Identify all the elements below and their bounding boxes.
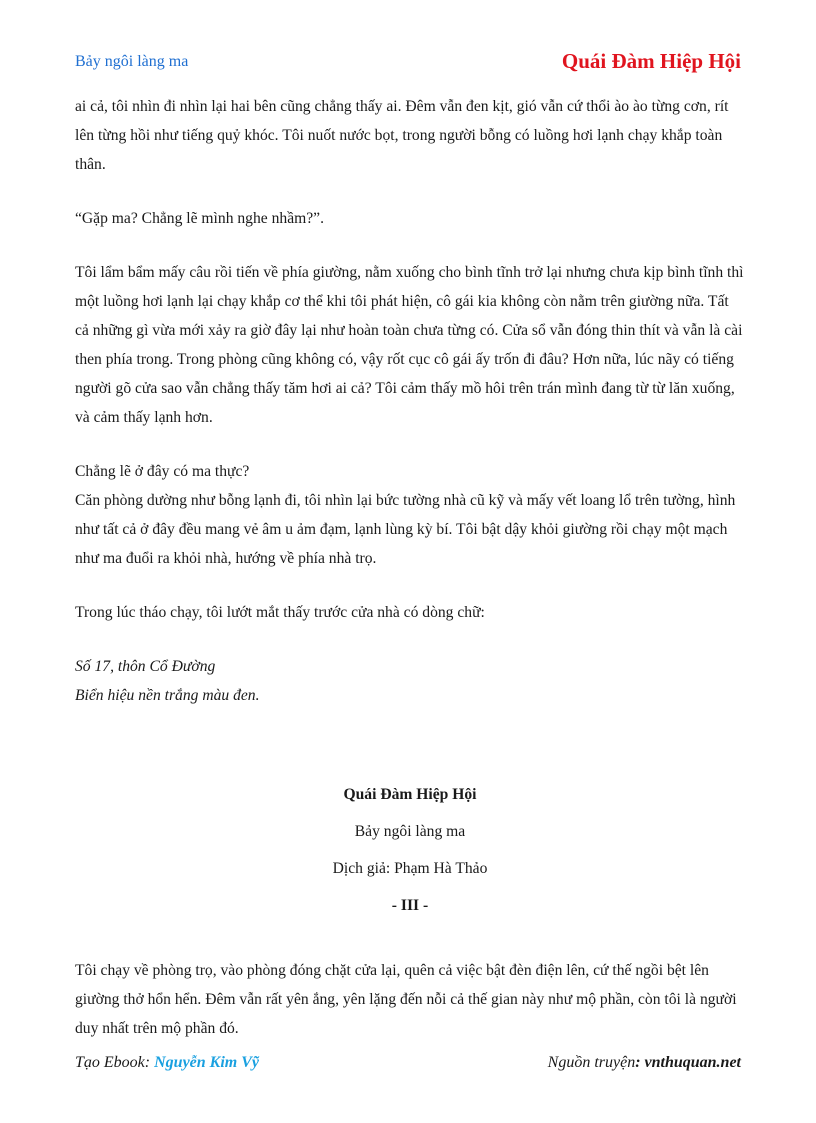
footer-source-credit — [548, 1054, 741, 1072]
sign-line: Số 17, thôn Cổ Đường — [75, 658, 216, 675]
chapter-book-title: Bảy ngôi làng ma — [354, 823, 466, 840]
spacer — [75, 928, 745, 956]
sign-line: Biển hiệu nền trắng màu đen. — [75, 687, 260, 704]
paragraph: Tôi lẩm bẩm mấy câu rồi tiến về phía giường, nằm xuống cho bình tĩnh trở lại nhưng chưa kịp bình tĩnh thì một luồng hơi lạnh lại chạy khắp cơ thể khi tôi phát hiện, cô gái kia không còn nằm trên giường nữa. Tất cả những gì vừa mới xảy ra giờ đây lại như hoàn toàn chưa từng có. Cửa sổ vẫn đóng thin thít và vẫn là cài then phía trong. Trong phòng cũng không có, vậy rốt cục cô gái ấy trốn đi đâu? Hơn nữa, lúc nãy có tiếng người gõ cửa sao vẫn chẳng thấy tăm hơi ai cả? Tôi cảm thấy mồ hôi trên trán mình đang từ từ lăn xuống, và cảm thấy lạnh hơn. — [75, 264, 744, 426]
spacer — [75, 710, 745, 780]
paragraph: ai cả, tôi nhìn đi nhìn lại hai bên cũng chẳng thấy ai. Đêm vẫn đen kịt, gió vẫn cứ thổi ào ào từng cơn, rít lên từng hồi như tiếng quỷ khóc. Tôi nuốt nước bọt, trong người bỗng có luồng hơi lạnh chạy khắp toàn thân. — [75, 98, 729, 173]
paragraph: Căn phòng dường như bỗng lạnh đi, tôi nhìn lại bức tường nhà cũ kỹ và mấy vết loang lổ trên tường, hình như tất cả ở đây đều mang vẻ âm u ảm đạm, lạnh lùng kỳ bí. Tôi bật dậy khỏi giường rồi chạy một mạch như ma đuổi ra khỏi nhà, hướng về phía nhà trọ. — [75, 492, 736, 567]
chapter-heading — [75, 780, 745, 920]
header-series-title: Quái Đàm Hiệp Hội — [561, 49, 741, 73]
chapter-translator: Dịch giả: Phạm Hà Thảo — [332, 860, 488, 877]
footer-label: Tạo Ebook — [75, 1054, 145, 1071]
footer-label: Nguồn truyện — [547, 1054, 636, 1071]
chapter-series-title: Quái Đàm Hiệp Hội — [343, 786, 477, 803]
body-text — [75, 92, 745, 1068]
paragraph: Trong lúc tháo chạy, tôi lướt mắt thấy trước cửa nhà có dòng chữ: — [75, 604, 485, 621]
chapter-number: - III - — [391, 897, 429, 914]
header-book-title: Bảy ngôi làng ma — [75, 53, 189, 70]
footer-separator: : — [635, 1054, 645, 1071]
paragraph: Tôi chạy về phòng trọ, vào phòng đóng chặt cửa lại, quên cả việc bật đèn điện lên, cứ thế ngồi bệt lên giường thở hổn hển. Đêm vẫn rất yên ắng, yên lặng đến nỗi cả thế gian này như mộ phần, còn tôi là người duy nhất trên mộ phần đó. — [75, 962, 737, 1037]
footer-separator: : — [144, 1054, 155, 1071]
footer-ebook-credit — [75, 1054, 259, 1072]
footer-source-site: vnthuquan.net — [644, 1054, 741, 1071]
sign-text — [75, 652, 745, 710]
paragraph: Chẳng lẽ ở đây có ma thực? — [75, 463, 250, 480]
footer-creator-name: Nguyễn Kim Vỹ — [154, 1054, 259, 1071]
paragraph: “Gặp ma? Chẳng lẽ mình nghe nhầm?”. — [75, 210, 324, 227]
